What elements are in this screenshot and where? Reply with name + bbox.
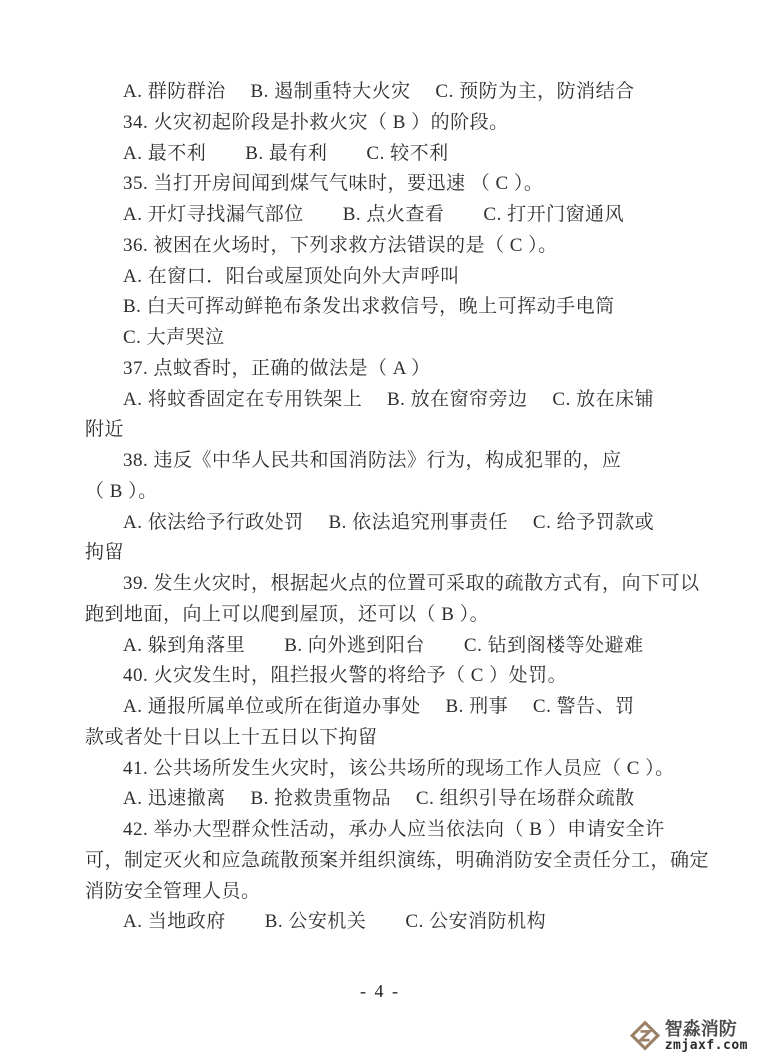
- text-line: A. 依法给予行政处罚 B. 依法追究刑事责任 C. 给予罚款或: [123, 511, 655, 533]
- watermark-domain: zmjaxf.com: [664, 1037, 748, 1053]
- text-line: 35. 当打开房间闻到煤气气味时，要迅速 （ C ）。: [123, 173, 544, 195]
- text-line: 附近: [85, 419, 125, 441]
- watermark-text: [665, 1020, 748, 1053]
- text-line: A. 通报所属单位或所在街道办事处 B. 刑事 C. 警告、罚: [123, 696, 635, 717]
- text-line: A. 最不利 B. 最有利 C. 较不利: [123, 142, 449, 164]
- text-line: （ B ）。: [85, 480, 158, 502]
- page-number: - 4 -: [360, 981, 400, 1001]
- text-line: 34. 火灾初起阶段是扑救火灾（ B ）的阶段。: [123, 111, 509, 133]
- text-line: 37. 点蚊香时，正确的做法是（ A ）: [123, 357, 431, 379]
- watermark-brand: 智淼消防: [664, 1018, 737, 1039]
- text-line: B. 白天可挥动鲜艳布条发出求救信号，晚上可挥动手电筒: [123, 296, 615, 318]
- text-line: C. 大声哭泣: [123, 327, 225, 348]
- text-line: 42. 举办大型群众性活动，承办人应当依法向（ B ）申请安全许: [123, 819, 665, 840]
- text-line: 41. 公共场所发生火灾时，该公共场所的现场工作人员应（ C ）。: [123, 757, 675, 779]
- text-line: A. 开灯寻找漏气部位 B. 点火查看 C. 打开门窗通风: [123, 204, 625, 225]
- quiz-text-body: [85, 77, 710, 938]
- text-line: 可，制定灭火和应急疏散预案并组织演练，明确消防安全责任分工，确定: [85, 849, 710, 871]
- text-line: A. 当地政府 B. 公安机关 C. 公安消防机构: [123, 911, 547, 933]
- text-line: A. 将蚊香固定在专用铁架上 B. 放在窗帘旁边 C. 放在床铺: [123, 388, 655, 410]
- watermark: [630, 1019, 748, 1053]
- zhimiao-logo-icon: [630, 1019, 661, 1053]
- text-line: 38. 违反《中华人民共和国消防法》行为，构成犯罪的，应: [123, 450, 622, 471]
- text-line: A. 躲到角落里 B. 向外逃到阳台 C. 钻到阁楼等处避难: [123, 634, 644, 656]
- text-line: A. 迅速撤离 B. 抢救贵重物品 C. 组织引导在场群众疏散: [123, 788, 635, 810]
- text-line: 款或者处十日以上十五日以下拘留: [85, 726, 378, 748]
- text-line: 消防安全管理人员。: [85, 880, 261, 902]
- text-line: 跑到地面，向上可以爬到屋顶，还可以（ B ）。: [85, 603, 490, 625]
- text-line: 拘留: [85, 542, 125, 564]
- text-line: 36. 被困在火场时，下列求救方法错误的是（ C ）。: [123, 234, 558, 256]
- text-line: A. 在窗口．阳台或屋顶处向外大声呼叫: [123, 265, 460, 287]
- text-line: 40. 火灾发生时，阻拦报火警的将给予（ C ）处罚。: [123, 665, 568, 687]
- text-line: 39. 发生火灾时，根据起火点的位置可采取的疏散方式有，向下可以: [123, 573, 700, 594]
- text-line: A. 群防群治 B. 遏制重特大火灾 C. 预防为主，防消结合: [123, 81, 635, 102]
